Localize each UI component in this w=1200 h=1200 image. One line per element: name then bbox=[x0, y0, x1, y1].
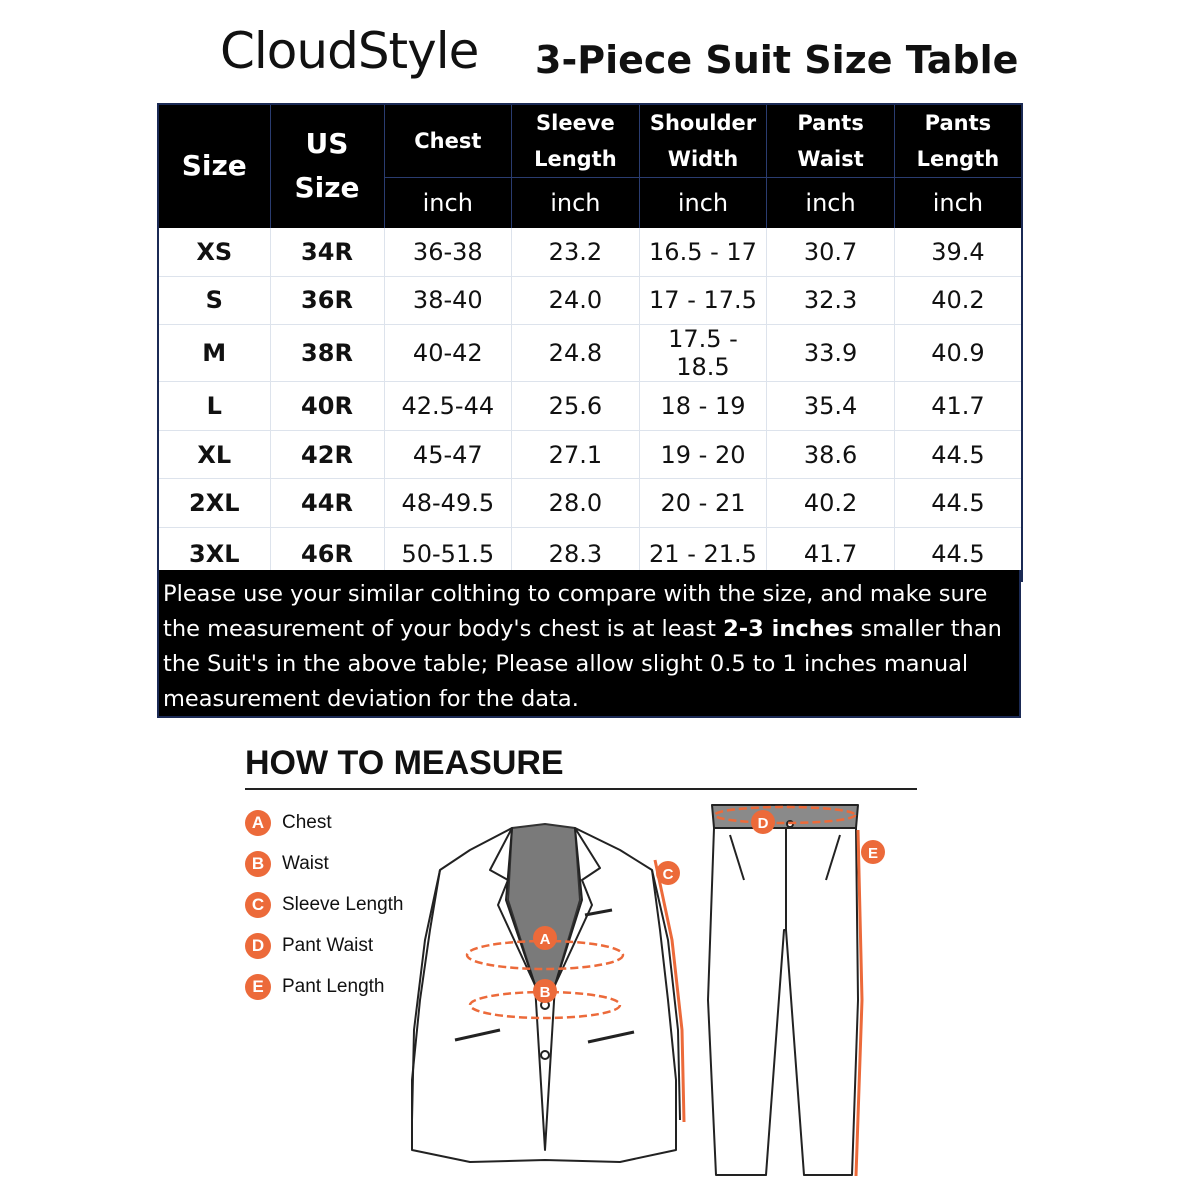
cell-pants-waist: 30.7 bbox=[767, 228, 895, 277]
cell-shoulder-width: 17 - 17.5 bbox=[639, 276, 767, 325]
badge-c: C bbox=[245, 892, 271, 918]
cell-pants-waist: 33.9 bbox=[767, 325, 895, 382]
unit-label: inch bbox=[767, 178, 895, 228]
cell-chest: 45-47 bbox=[384, 430, 512, 479]
cell-pants-length: 40.9 bbox=[894, 325, 1022, 382]
table-row bbox=[158, 479, 1022, 528]
cell-pants-waist: 41.7 bbox=[767, 527, 895, 581]
legend-label: Waist bbox=[282, 852, 329, 874]
cell-chest: 50-51.5 bbox=[384, 527, 512, 581]
cell-pants-waist: 40.2 bbox=[767, 479, 895, 528]
brand-logo: CloudStyle bbox=[220, 22, 479, 80]
legend-label: Pant Length bbox=[282, 975, 385, 997]
cell-chest: 36-38 bbox=[384, 228, 512, 277]
legend-item-sleeve-length bbox=[245, 884, 404, 925]
cell-pants-length: 44.5 bbox=[894, 527, 1022, 581]
marker-e bbox=[861, 840, 885, 864]
badge-a: A bbox=[245, 810, 271, 836]
size-table bbox=[157, 103, 1023, 582]
legend-label: Sleeve Length bbox=[282, 893, 404, 915]
header-us-size: US Size bbox=[270, 104, 384, 228]
svg-text:D: D bbox=[757, 815, 769, 832]
table-row bbox=[158, 430, 1022, 479]
cell-shoulder-width: 18 - 19 bbox=[639, 382, 767, 431]
svg-text:C: C bbox=[662, 866, 674, 883]
badge-e: E bbox=[245, 974, 271, 1000]
cell-pants-waist: 32.3 bbox=[767, 276, 895, 325]
cell-us-size: 38R bbox=[270, 325, 384, 382]
cell-shoulder-width: 16.5 - 17 bbox=[639, 228, 767, 277]
cell-pants-length: 39.4 bbox=[894, 228, 1022, 277]
measure-legend bbox=[245, 802, 404, 1007]
cell-pants-length: 40.2 bbox=[894, 276, 1022, 325]
cell-pants-waist: 35.4 bbox=[767, 382, 895, 431]
cell-chest: 38-40 bbox=[384, 276, 512, 325]
cell-sleeve-length: 25.6 bbox=[512, 382, 640, 431]
cell-sleeve-length: 23.2 bbox=[512, 228, 640, 277]
cell-size: M bbox=[158, 325, 270, 382]
cell-us-size: 46R bbox=[270, 527, 384, 581]
cell-shoulder-width: 19 - 20 bbox=[639, 430, 767, 479]
cell-shoulder-width: 20 - 21 bbox=[639, 479, 767, 528]
cell-chest: 40-42 bbox=[384, 325, 512, 382]
cell-size: S bbox=[158, 276, 270, 325]
cell-pants-length: 44.5 bbox=[894, 479, 1022, 528]
cell-pants-waist: 38.6 bbox=[767, 430, 895, 479]
cell-sleeve-length: 24.8 bbox=[512, 325, 640, 382]
cell-sleeve-length: 24.0 bbox=[512, 276, 640, 325]
unit-label: inch bbox=[512, 178, 640, 228]
badge-d: D bbox=[245, 933, 271, 959]
table-row bbox=[158, 228, 1022, 277]
cell-us-size: 36R bbox=[270, 276, 384, 325]
measurement-note: Please use your similar colthing to compare with the size, and make sure the measurement of your body's chest is at least 2-3 inches smaller than the Suit's in the above table; Please allow slight 0.5 to 1 inches manual measurement deviation for the data. bbox=[157, 570, 1021, 718]
page-title: 3-Piece Suit Size Table bbox=[535, 38, 1019, 82]
cell-size: XL bbox=[158, 430, 270, 479]
legend-label: Chest bbox=[282, 811, 332, 833]
pants-illustration bbox=[708, 805, 858, 1175]
cell-us-size: 40R bbox=[270, 382, 384, 431]
suit-measurement-illustration bbox=[395, 790, 905, 1190]
cell-size: 2XL bbox=[158, 479, 270, 528]
badge-b: B bbox=[245, 851, 271, 877]
marker-d bbox=[751, 810, 775, 834]
unit-label: inch bbox=[639, 178, 767, 228]
cell-us-size: 44R bbox=[270, 479, 384, 528]
cell-size: XS bbox=[158, 228, 270, 277]
legend-item-waist bbox=[245, 843, 404, 884]
table-row bbox=[158, 382, 1022, 431]
header-chest: Chest bbox=[384, 104, 512, 178]
header-size: Size bbox=[158, 104, 270, 228]
legend-item-pant-length bbox=[245, 966, 404, 1007]
cell-us-size: 34R bbox=[270, 228, 384, 277]
marker-b bbox=[533, 979, 557, 1003]
marker-c bbox=[656, 861, 680, 885]
legend-item-pant-waist bbox=[245, 925, 404, 966]
svg-text:E: E bbox=[867, 845, 879, 862]
cell-shoulder-width: 21 - 21.5 bbox=[639, 527, 767, 581]
svg-text:A: A bbox=[539, 931, 551, 948]
table-row bbox=[158, 276, 1022, 325]
legend-item-chest bbox=[245, 802, 404, 843]
header-shoulder-width: Shoulder Width bbox=[639, 104, 767, 178]
cell-size: 3XL bbox=[158, 527, 270, 581]
cell-us-size: 42R bbox=[270, 430, 384, 479]
header-pants-length: Pants Length bbox=[894, 104, 1022, 178]
unit-label: inch bbox=[384, 178, 512, 228]
cell-sleeve-length: 27.1 bbox=[512, 430, 640, 479]
cell-size: L bbox=[158, 382, 270, 431]
cell-chest: 42.5-44 bbox=[384, 382, 512, 431]
svg-text:B: B bbox=[539, 984, 551, 1001]
header-sleeve-length: Sleeve Length bbox=[512, 104, 640, 178]
unit-label: inch bbox=[894, 178, 1022, 228]
header-pants-waist: Pants Waist bbox=[767, 104, 895, 178]
cell-sleeve-length: 28.0 bbox=[512, 479, 640, 528]
how-to-measure-heading: HOW TO MEASURE bbox=[245, 744, 564, 782]
cell-sleeve-length: 28.3 bbox=[512, 527, 640, 581]
table-row bbox=[158, 325, 1022, 382]
cell-shoulder-width: 17.5 - 18.5 bbox=[639, 325, 767, 382]
cell-chest: 48-49.5 bbox=[384, 479, 512, 528]
legend-label: Pant Waist bbox=[282, 934, 374, 956]
cell-pants-length: 41.7 bbox=[894, 382, 1022, 431]
cell-pants-length: 44.5 bbox=[894, 430, 1022, 479]
marker-a bbox=[533, 926, 557, 950]
note-emphasis: 2-3 inches bbox=[723, 616, 854, 642]
